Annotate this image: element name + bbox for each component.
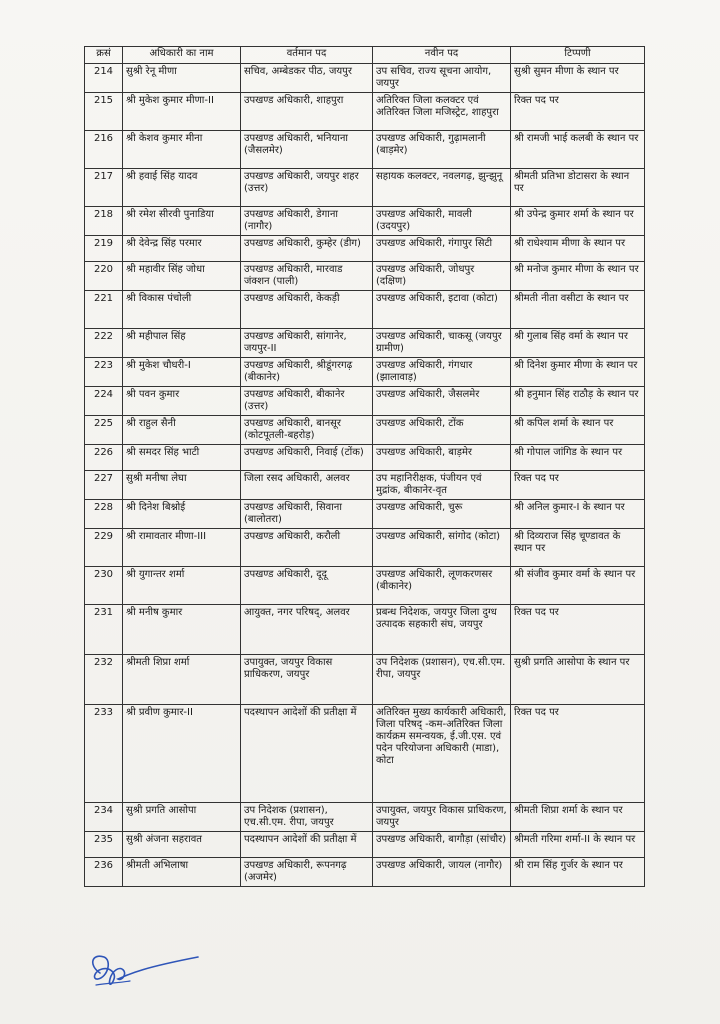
row-current-post: उपखण्ड अधिकारी, जयपुर शहर (उत्तर) [241,169,373,207]
row-new-post: उपखण्ड अधिकारी, मावली (उदयपुर) [373,207,511,236]
row-current-post: उपायुक्त, जयपुर विकास प्राधिकरण, जयपुर [241,655,373,705]
row-serial: 218 [85,207,123,236]
row-officer-name: श्री रमेश सीरवी पुनाडिया [123,207,241,236]
row-remark: श्री दिव्यराज सिंह चूण्डावत के स्थान पर [511,529,645,567]
row-new-post: उपायुक्त, जयपुर विकास प्राधिकरण, जयपुर [373,803,511,832]
table-row [85,529,645,567]
row-officer-name: श्री महावीर सिंह जोधा [123,262,241,291]
row-officer-name: श्री हवाई सिंह यादव [123,169,241,207]
row-serial: 216 [85,131,123,169]
row-remark: रिक्त पद पर [511,705,645,803]
row-new-post: उपखण्ड अधिकारी, गंगधार (झालावाड़) [373,358,511,387]
row-new-post: अतिरिक्त मुख्य कार्यकारी अधिकारी, जिला परिषद् -कम-अतिरिक्त जिला कार्यक्रम समन्वयक, ई.जी.एस. एवं पदेन परियोजना अधिकारी (माडा), कोटा [373,705,511,803]
row-serial: 230 [85,567,123,605]
row-remark: सुश्री सुमन मीणा के स्थान पर [511,64,645,93]
table-row [85,358,645,387]
row-officer-name: श्री देवेन्द्र सिंह परमार [123,236,241,262]
row-current-post: उपखण्ड अधिकारी, श्रीडूंगरगढ़ (बीकानेर) [241,358,373,387]
row-current-post: उपखण्ड अधिकारी, भनियाना (जैसलमेर) [241,131,373,169]
row-current-post: उपखण्ड अधिकारी, बानसूर (कोटपूतली-बहरोड़) [241,416,373,445]
table-row [85,705,645,803]
table-row [85,832,645,858]
table-row [85,605,645,655]
row-officer-name: सुश्री प्रगति आसोपा [123,803,241,832]
row-remark: श्री गुलाब सिंह वर्मा के स्थान पर [511,329,645,358]
table-row [85,567,645,605]
transfer-order-table [84,46,645,887]
table-row [85,387,645,416]
row-current-post: पदस्थापन आदेशों की प्रतीक्षा में [241,705,373,803]
row-remark: रिक्त पद पर [511,605,645,655]
row-remark: श्री गोपाल जांगिड के स्थान पर [511,445,645,471]
row-remark: सुश्री प्रगति आसोपा के स्थान पर [511,655,645,705]
row-current-post: उपखण्ड अधिकारी, सिवाना (बालोतरा) [241,500,373,529]
row-serial: 231 [85,605,123,655]
row-new-post: प्रबन्ध निदेशक, जयपुर जिला दुग्ध उत्पादक सहकारी संघ, जयपुर [373,605,511,655]
row-current-post: उप निदेशक (प्रशासन), एच.सी.एम. रीपा, जयपुर [241,803,373,832]
row-new-post: उप सचिव, राज्य सूचना आयोग, जयपुर [373,64,511,93]
row-new-post: उप निदेशक (प्रशासन), एच.सी.एम. रीपा, जयपुर [373,655,511,705]
row-serial: 225 [85,416,123,445]
row-current-post: पदस्थापन आदेशों की प्रतीक्षा में [241,832,373,858]
row-new-post: उपखण्ड अधिकारी, बाड़मेर [373,445,511,471]
row-serial: 219 [85,236,123,262]
row-officer-name: श्री विकास पंचोली [123,291,241,329]
row-remark: श्री उपेन्द्र कुमार शर्मा के स्थान पर [511,207,645,236]
table-row [85,445,645,471]
row-serial: 222 [85,329,123,358]
row-remark: रिक्त पद पर [511,93,645,131]
row-serial: 236 [85,858,123,887]
row-officer-name: श्री प्रवीण कुमार-II [123,705,241,803]
header-current-post: वर्तमान पद [241,47,373,64]
table-row [85,93,645,131]
header-officer-name: अधिकारी का नाम [123,47,241,64]
row-new-post: उपखण्ड अधिकारी, चाकसू (जयपुर ग्रामीण) [373,329,511,358]
row-remark: श्रीमती शिप्रा शर्मा के स्थान पर [511,803,645,832]
row-current-post: उपखण्ड अधिकारी, रूपनगढ़ (अजमेर) [241,858,373,887]
row-officer-name: श्री मनीष कुमार [123,605,241,655]
row-serial: 232 [85,655,123,705]
row-new-post: उपखण्ड अधिकारी, सांगोद (कोटा) [373,529,511,567]
row-officer-name: श्री युगान्तर शर्मा [123,567,241,605]
row-serial: 224 [85,387,123,416]
row-current-post: उपखण्ड अधिकारी, कुम्हेर (डीग) [241,236,373,262]
table-row [85,471,645,500]
row-serial: 234 [85,803,123,832]
row-current-post: उपखण्ड अधिकारी, मारवाड जंक्शन (पाली) [241,262,373,291]
table-row [85,236,645,262]
row-new-post: उपखण्ड अधिकारी, जायल (नागौर) [373,858,511,887]
table-row [85,803,645,832]
row-serial: 228 [85,500,123,529]
row-remark: श्रीमती प्रतिभा डोटासरा के स्थान पर [511,169,645,207]
table-row [85,291,645,329]
row-officer-name: श्री पवन कुमार [123,387,241,416]
row-remark: श्री राधेश्याम मीणा के स्थान पर [511,236,645,262]
table-row [85,262,645,291]
row-serial: 233 [85,705,123,803]
signature-mark [78,935,208,995]
row-serial: 223 [85,358,123,387]
table-row [85,64,645,93]
row-remark: श्रीमती गरिमा शर्मा-II के स्थान पर [511,832,645,858]
row-serial: 235 [85,832,123,858]
row-officer-name: श्री राहुल सैनी [123,416,241,445]
row-remark: श्री दिनेश कुमार मीणा के स्थान पर [511,358,645,387]
table-row [85,207,645,236]
table-row [85,416,645,445]
row-current-post: उपखण्ड अधिकारी, सांगानेर, जयपुर-II [241,329,373,358]
table-row [85,131,645,169]
row-remark: श्रीमती नीता वसीटा के स्थान पर [511,291,645,329]
row-new-post: उपखण्ड अधिकारी, जोधपुर (दक्षिण) [373,262,511,291]
row-current-post: जिला रसद अधिकारी, अलवर [241,471,373,500]
row-new-post: उपखण्ड अधिकारी, गुढ़ामलानी (बाड़मेर) [373,131,511,169]
row-serial: 229 [85,529,123,567]
row-new-post: अतिरिक्त जिला कलक्टर एवं अतिरिक्त जिला मजिस्ट्रेट, शाहपुरा [373,93,511,131]
row-serial: 221 [85,291,123,329]
row-current-post: उपखण्ड अधिकारी, दूदू [241,567,373,605]
row-remark: श्री अनिल कुमार-I के स्थान पर [511,500,645,529]
row-current-post: उपखण्ड अधिकारी, बीकानेर (उत्तर) [241,387,373,416]
row-serial: 215 [85,93,123,131]
header-remarks: टिप्पणी [511,47,645,64]
table-header-row [85,47,645,64]
row-remark: रिक्त पद पर [511,471,645,500]
row-officer-name: सुश्री अंजना सहरावत [123,832,241,858]
row-officer-name: सुश्री रेनू मीणा [123,64,241,93]
row-new-post: उपखण्ड अधिकारी, टोंक [373,416,511,445]
row-remark: श्री कपिल शर्मा के स्थान पर [511,416,645,445]
row-current-post: उपखण्ड अधिकारी, केकड़ी [241,291,373,329]
row-new-post: उपखण्ड अधिकारी, इटावा (कोटा) [373,291,511,329]
row-officer-name: श्रीमती शिप्रा शर्मा [123,655,241,705]
row-current-post: आयुक्त, नगर परिषद्, अलवर [241,605,373,655]
row-current-post: उपखण्ड अधिकारी, डेगाना (नागौर) [241,207,373,236]
header-serial: क्रसं [85,47,123,64]
row-new-post: उपखण्ड अधिकारी, गंगापुर सिटी [373,236,511,262]
header-new-post: नवीन पद [373,47,511,64]
row-officer-name: श्री मुकेश चौधरी-I [123,358,241,387]
row-serial: 227 [85,471,123,500]
row-serial: 220 [85,262,123,291]
row-officer-name: श्री महीपाल सिंह [123,329,241,358]
row-current-post: उपखण्ड अधिकारी, निवाई (टोंक) [241,445,373,471]
row-officer-name: श्री केशव कुमार मीना [123,131,241,169]
row-officer-name: श्री दिनेश बिश्नोई [123,500,241,529]
row-officer-name: सुश्री मनीषा लेघा [123,471,241,500]
row-current-post: सचिव, अम्बेडकर पीठ, जयपुर [241,64,373,93]
row-officer-name: श्रीमती अभिलाषा [123,858,241,887]
row-remark: श्री हनुमान सिंह राठौड़ के स्थान पर [511,387,645,416]
table-body [85,64,645,887]
row-serial: 217 [85,169,123,207]
row-remark: श्री संजीव कुमार वर्मा के स्थान पर [511,567,645,605]
row-new-post: उपखण्ड अधिकारी, चुरू [373,500,511,529]
row-remark: श्री रामजी भाई कलबी के स्थान पर [511,131,645,169]
row-remark: श्री मनोज कुमार मीणा के स्थान पर [511,262,645,291]
row-current-post: उपखण्ड अधिकारी, शाहपुरा [241,93,373,131]
row-remark: श्री राम सिंह गुर्जर के स्थान पर [511,858,645,887]
row-new-post: उप महानिरीक्षक, पंजीयन एवं मुद्रांक, बीकानेर-वृत [373,471,511,500]
table-row [85,329,645,358]
row-serial: 214 [85,64,123,93]
row-new-post: उपखण्ड अधिकारी, जैसलमेर [373,387,511,416]
row-new-post: उपखण्ड अधिकारी, बागौड़ा (सांचौर) [373,832,511,858]
table-row [85,655,645,705]
row-current-post: उपखण्ड अधिकारी, करौली [241,529,373,567]
row-officer-name: श्री रामावतार मीणा-III [123,529,241,567]
table-row [85,500,645,529]
row-new-post: सहायक कलक्टर, नवलगढ़, झुन्झुनू [373,169,511,207]
row-serial: 226 [85,445,123,471]
table-row [85,858,645,887]
table-row [85,169,645,207]
row-officer-name: श्री समदर सिंह भाटी [123,445,241,471]
row-new-post: उपखण्ड अधिकारी, लूणकरणसर (बीकानेर) [373,567,511,605]
row-officer-name: श्री मुकेश कुमार मीणा-II [123,93,241,131]
